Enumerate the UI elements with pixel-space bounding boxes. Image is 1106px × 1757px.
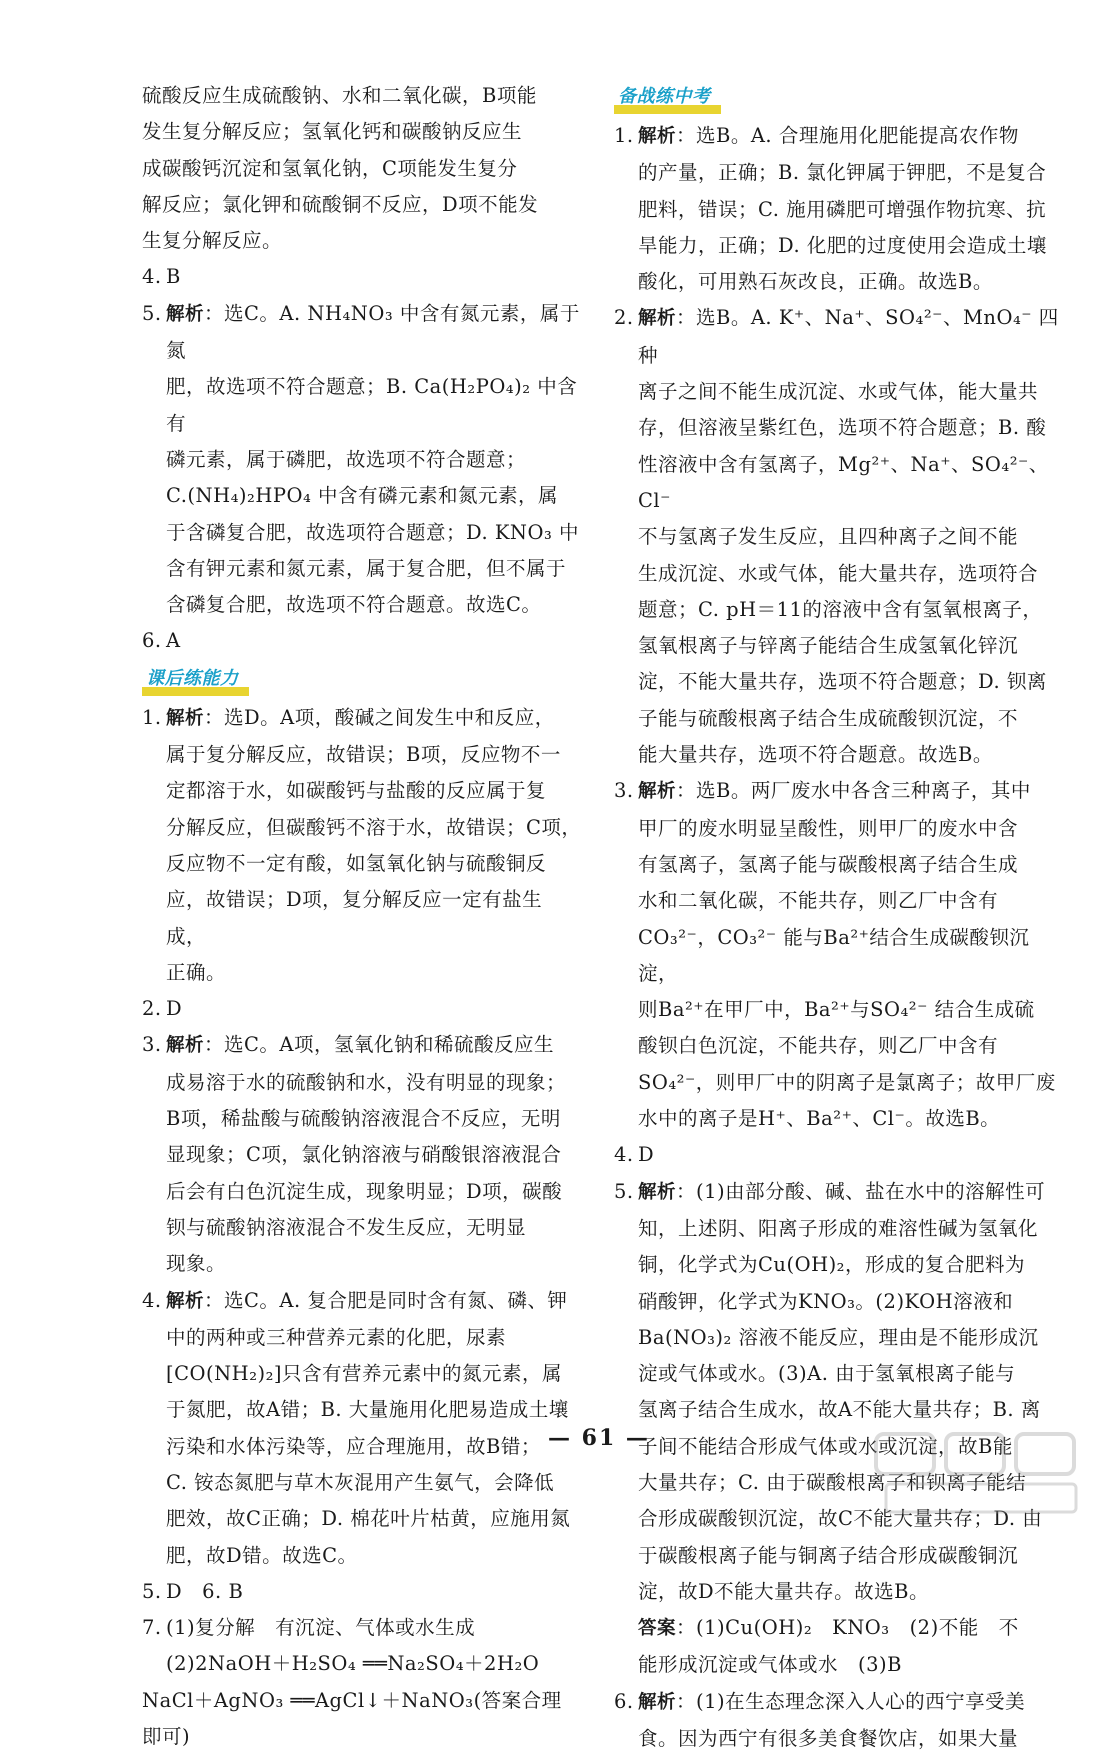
text-line: 属于复分解反应，故错误；B项，反应物不一 <box>166 743 561 767</box>
analysis-label: 解析 <box>638 1181 677 1203</box>
answer-item-s2 <box>142 991 582 1027</box>
item-answer: A <box>166 629 181 653</box>
item-body <box>638 118 1060 300</box>
item-number: 4. <box>614 1143 634 1167</box>
answer-label: 答案 <box>638 1618 677 1640</box>
text-line: 子间不能结合形成气体或水或沉淀，故B能 <box>638 1434 1013 1458</box>
text-line: 含有钾元素和氮元素，属于复合肥，但不属于 <box>166 556 567 580</box>
text-line: 应，故错误；D项，复分解反应一定有盐生成， <box>166 888 543 948</box>
analysis-label: 解析 <box>638 781 677 803</box>
text-line: 淀，故D不能大量共存。故选B。 <box>638 1579 929 1603</box>
section-title: 课后练能力 <box>142 664 243 698</box>
answer-item-s4 <box>142 1283 582 1574</box>
text-line: ：(1)在生态理念深入人心的西宁享受美 <box>676 1689 1026 1713</box>
text-line: ：选C。A. NH₄NO₃ 中含有氮元素，属于氮 <box>166 301 580 363</box>
text-line: 酸钡白色沉淀，不能共存，则乙厂中含有 <box>638 1034 999 1058</box>
text-line: 肥料，错误；C. 施用磷肥可增强作物抗寒、抗 <box>638 197 1047 221</box>
text-line: 肥，故D错。故选C。 <box>166 1543 358 1567</box>
text-line: ：选B。A. 合理施用化肥能提高农作物 <box>676 124 1019 147</box>
section-title: 备战练中考 <box>614 82 715 116</box>
text-line: 存，但溶液呈紫红色，选项不符合题意；B. 酸 <box>638 416 1047 440</box>
text-line: 正确。 <box>166 960 227 984</box>
analysis-label: 解析 <box>166 1035 205 1057</box>
text-line: ：选C。A. 复合肥是同时含有氮、磷、钾 <box>204 1288 568 1312</box>
text-line: SO₄²⁻，则甲厂中的阴离子是氯离子；故甲厂废 <box>638 1070 1056 1094</box>
item-number: 5. <box>614 1179 634 1203</box>
watermark-logo-icon <box>866 1428 1086 1518</box>
item-body <box>166 1610 582 1683</box>
analysis-label: 解析 <box>638 126 677 147</box>
text-line: 水中的离子是H⁺、Ba²⁺、Cl⁻。故选B。 <box>638 1107 1001 1131</box>
text-line: 成易溶于水的硫酸钠和水，没有明显的现象； <box>166 1070 567 1094</box>
item-number: 5. <box>142 301 162 325</box>
item-number: 4. <box>142 1288 162 1312</box>
text-line: 现象。 <box>166 1252 227 1276</box>
text-line: 肥效，故C正确；D. 棉花叶片枯黄，应施用氮 <box>166 1507 571 1531</box>
text-line: 钡与硫酸钠溶液混合不发生反应，无明显 <box>166 1215 527 1239</box>
text-line: 知，上述阴、阳离子形成的难溶性碱为氢氧化 <box>638 1216 1039 1240</box>
text-line: 中的两种或三种营养元素的化肥，尿素 <box>166 1325 507 1349</box>
text-line: C.(NH₄)₂HPO₄ 中含有磷元素和氮元素，属 <box>166 484 558 508</box>
answer-item-4 <box>142 259 582 295</box>
text-line: 于含磷复合肥，故选项符合题意；D. KNO₃ 中 <box>166 520 579 544</box>
text-line: 氢氧根离子与锌离子能结合生成氢氧化锌沉 <box>638 634 1019 658</box>
item-answer: B <box>166 265 181 289</box>
item-number: 3. <box>142 1033 162 1057</box>
text-line: 即可) <box>142 1725 191 1749</box>
item-body <box>638 773 1060 1137</box>
text-line: 甲厂的废水明显呈酸性，则甲厂的废水中含 <box>638 816 1019 840</box>
text-line: 定都溶于水，如碳酸钙与盐酸的反应属于复 <box>166 779 547 803</box>
text-line: 合形成碳酸钡沉淀，故C不能大量共存；D. 由 <box>638 1507 1043 1531</box>
answer-item-s56 <box>142 1574 582 1610</box>
equation-line: NaCl＋AgNO₃ ══AgCl↓＋NaNO₃(答案合理 <box>142 1688 562 1712</box>
item-number: 4. <box>142 265 162 289</box>
text-line: 淀，不能大量共存，选项不符合题意；D. 钡离 <box>638 670 1047 694</box>
item-number: 6. <box>614 1689 634 1713</box>
equation-block <box>142 1683 582 1756</box>
text-line: 子能与硫酸根离子结合生成硫酸钡沉淀，不 <box>638 706 1019 730</box>
answer-item-r3 <box>614 773 1060 1137</box>
answer-item-r4 <box>614 1137 1060 1173</box>
answer-item-s7 <box>142 1610 582 1683</box>
left-column <box>142 78 582 1755</box>
text-line: 污染和水体污染等，应合理施用，故B错； <box>166 1434 541 1458</box>
item-body <box>166 1283 582 1574</box>
item-number: 6. <box>142 629 162 653</box>
text-line: ：(1)由部分酸、碱、盐在水中的溶解性可 <box>676 1179 1046 1203</box>
text-line: 的产量，正确；B. 氯化钾属于钾肥，不是复合 <box>638 161 1047 185</box>
text-line: 反应物不一定有酸，如氢氧化钠与硫酸铜反 <box>166 851 547 875</box>
text-line: 题意；C. pH＝11的溶液中含有氢氧根离子， <box>638 597 1043 621</box>
answer-item-r2 <box>614 300 1060 773</box>
text-line: 生成沉淀、水或气体，能大量共存，选项符合 <box>638 561 1039 585</box>
item-body <box>638 300 1060 773</box>
text-line: 能形成沉淀或气体或水 (3)B <box>638 1653 902 1677</box>
text-line: CO₃²⁻，CO₃²⁻ 能与Ba²⁺结合生成碳酸钡沉淀， <box>638 925 1030 985</box>
page-number: — 61 — <box>548 1425 650 1451</box>
item-number: 2. <box>142 997 162 1021</box>
text-line: ：选B。A. K⁺、Na⁺、SO₄²⁻、MnO₄⁻ 四种 <box>638 306 1059 367</box>
item-answer: D <box>638 1143 655 1167</box>
text-line: 性溶液中含有氢离子，Mg²⁺、Na⁺、SO₄²⁻、Cl⁻ <box>638 452 1049 512</box>
text-line: 铜，化学式为Cu(OH)₂，形成的复合肥料为 <box>638 1253 1026 1277</box>
equation-line: (2)2NaOH＋H₂SO₄ ══Na₂SO₄＋2H₂O <box>166 1652 540 1676</box>
text-line: 酸化，可用熟石灰改良，正确。故选B。 <box>638 270 993 294</box>
text-line: 硝酸钾，化学式为KNO₃。(2)KOH溶液和 <box>638 1289 1014 1313</box>
text-line: 硫酸反应生成硫酸钠、水和二氧化碳，B项能 <box>142 84 537 107</box>
text-line: 解反应；氯化钾和硫酸铜不反应，D项不能发 <box>142 192 539 216</box>
text-line: 食。因为西宁有很多美食餐饮店，如果大量 <box>638 1727 1019 1751</box>
text-line: 肥，故选项不符合题意；B. Ca(H₂PO₄)₂ 中含有 <box>166 375 578 435</box>
text-line: (1)复分解 有沉淀、气体或水生成 <box>166 1616 476 1640</box>
analysis-label: 解析 <box>638 308 677 330</box>
text-line: 后会有白色沉淀生成，现象明显；D项，碳酸 <box>166 1179 563 1203</box>
text-line: 离子之间不能生成沉淀、水或气体，能大量共 <box>638 380 1039 404</box>
item-answer: D 6. B <box>166 1579 244 1603</box>
answer-item-s3 <box>142 1027 582 1282</box>
text-line: [CO(NH₂)₂]只含有营养元素中的氮元素，属 <box>166 1362 563 1386</box>
text-line: 磷元素，属于磷肥，故选项不符合题意； <box>166 447 527 471</box>
text-line: 成碳酸钙沉淀和氢氧化钠，C项能发生复分 <box>142 156 518 180</box>
analysis-label: 解析 <box>166 707 205 729</box>
analysis-label: 解析 <box>166 303 205 325</box>
text-line: 显现象；C项，氯化钠溶液与硝酸银溶液混合 <box>166 1143 562 1167</box>
text-line: 水和二氧化碳，不能共存，则乙厂中含有 <box>638 889 999 913</box>
text-line: 含磷复合肥，故选项不符合题意。故选C。 <box>166 593 542 617</box>
analysis-label: 解析 <box>166 1290 205 1312</box>
answer-item-6 <box>142 623 582 659</box>
text-line: 发生复分解反应；氢氧化钙和碳酸钠反应生 <box>142 120 523 144</box>
text-line: 氢离子结合生成水，故A不能大量共存；B. 离 <box>638 1398 1041 1422</box>
text-line: 有氢离子，氢离子能与碳酸根离子结合生成 <box>638 852 1019 876</box>
text-line: 分解反应，但碳酸钙不溶于水，故错误；C项， <box>166 815 582 839</box>
answer-item-r1 <box>614 118 1060 300</box>
text-line: ：选D。A项，酸碱之间发生中和反应， <box>204 705 555 729</box>
text-line: 于碳酸根离子能与铜离子结合形成碳酸铜沉 <box>638 1543 1019 1567</box>
item-body <box>638 1684 1060 1757</box>
item-number: 3. <box>614 779 634 803</box>
text-line: 大量共存；C. 由于碳酸根离子和钡离子能结 <box>638 1470 1027 1494</box>
item-number: 5. <box>142 1579 162 1603</box>
text-line: 则Ba²⁺在甲厂中，Ba²⁺与SO₄²⁻ 结合生成硫 <box>638 998 1035 1022</box>
answer-item-r6 <box>614 1684 1060 1757</box>
text-line: 于氮肥，故A错；B. 大量施用化肥易造成土壤 <box>166 1398 569 1422</box>
answer-item-5 <box>142 296 582 624</box>
item-number: 1. <box>614 124 634 147</box>
text-line: B项，稀盐酸与硫酸钠溶液混合不反应，无明 <box>166 1107 561 1131</box>
text-line: ：选B。两厂废水中各含三种离子，其中 <box>676 779 1031 803</box>
item-number: 7. <box>142 1616 162 1640</box>
intro-paragraph <box>142 78 582 259</box>
text-line: 不与氢离子发生反应，且四种离子之间不能 <box>638 525 1019 549</box>
item-body <box>166 296 582 624</box>
item-answer: D <box>166 997 183 1021</box>
text-line: ：(1)Cu(OH)₂ KNO₃ (2)不能 不 <box>676 1616 1019 1640</box>
answer-item-s1 <box>142 700 582 991</box>
text-line: 生复分解反应。 <box>142 229 283 253</box>
text-line: 旱能力，正确；D. 化肥的过度使用会造成土壤 <box>638 233 1047 257</box>
text-line: ：选C。A项，氢氧化钠和稀硫酸反应生 <box>204 1033 555 1057</box>
text-line: 淀或气体或水。(3)A. 由于氢氧根离子能与 <box>638 1362 1016 1386</box>
item-body <box>166 1027 582 1282</box>
item-number: 1. <box>142 705 162 729</box>
text-line: C. 铵态氮肥与草木灰混用产生氨气，会降低 <box>166 1470 555 1494</box>
item-body <box>166 700 582 991</box>
analysis-label: 解析 <box>638 1691 677 1713</box>
text-line: Ba(NO₃)₂ 溶液不能反应，理由是不能形成沉 <box>638 1325 1039 1349</box>
text-line: 能大量共存，选项不符合题意。故选B。 <box>638 743 993 767</box>
item-number: 2. <box>614 306 634 330</box>
